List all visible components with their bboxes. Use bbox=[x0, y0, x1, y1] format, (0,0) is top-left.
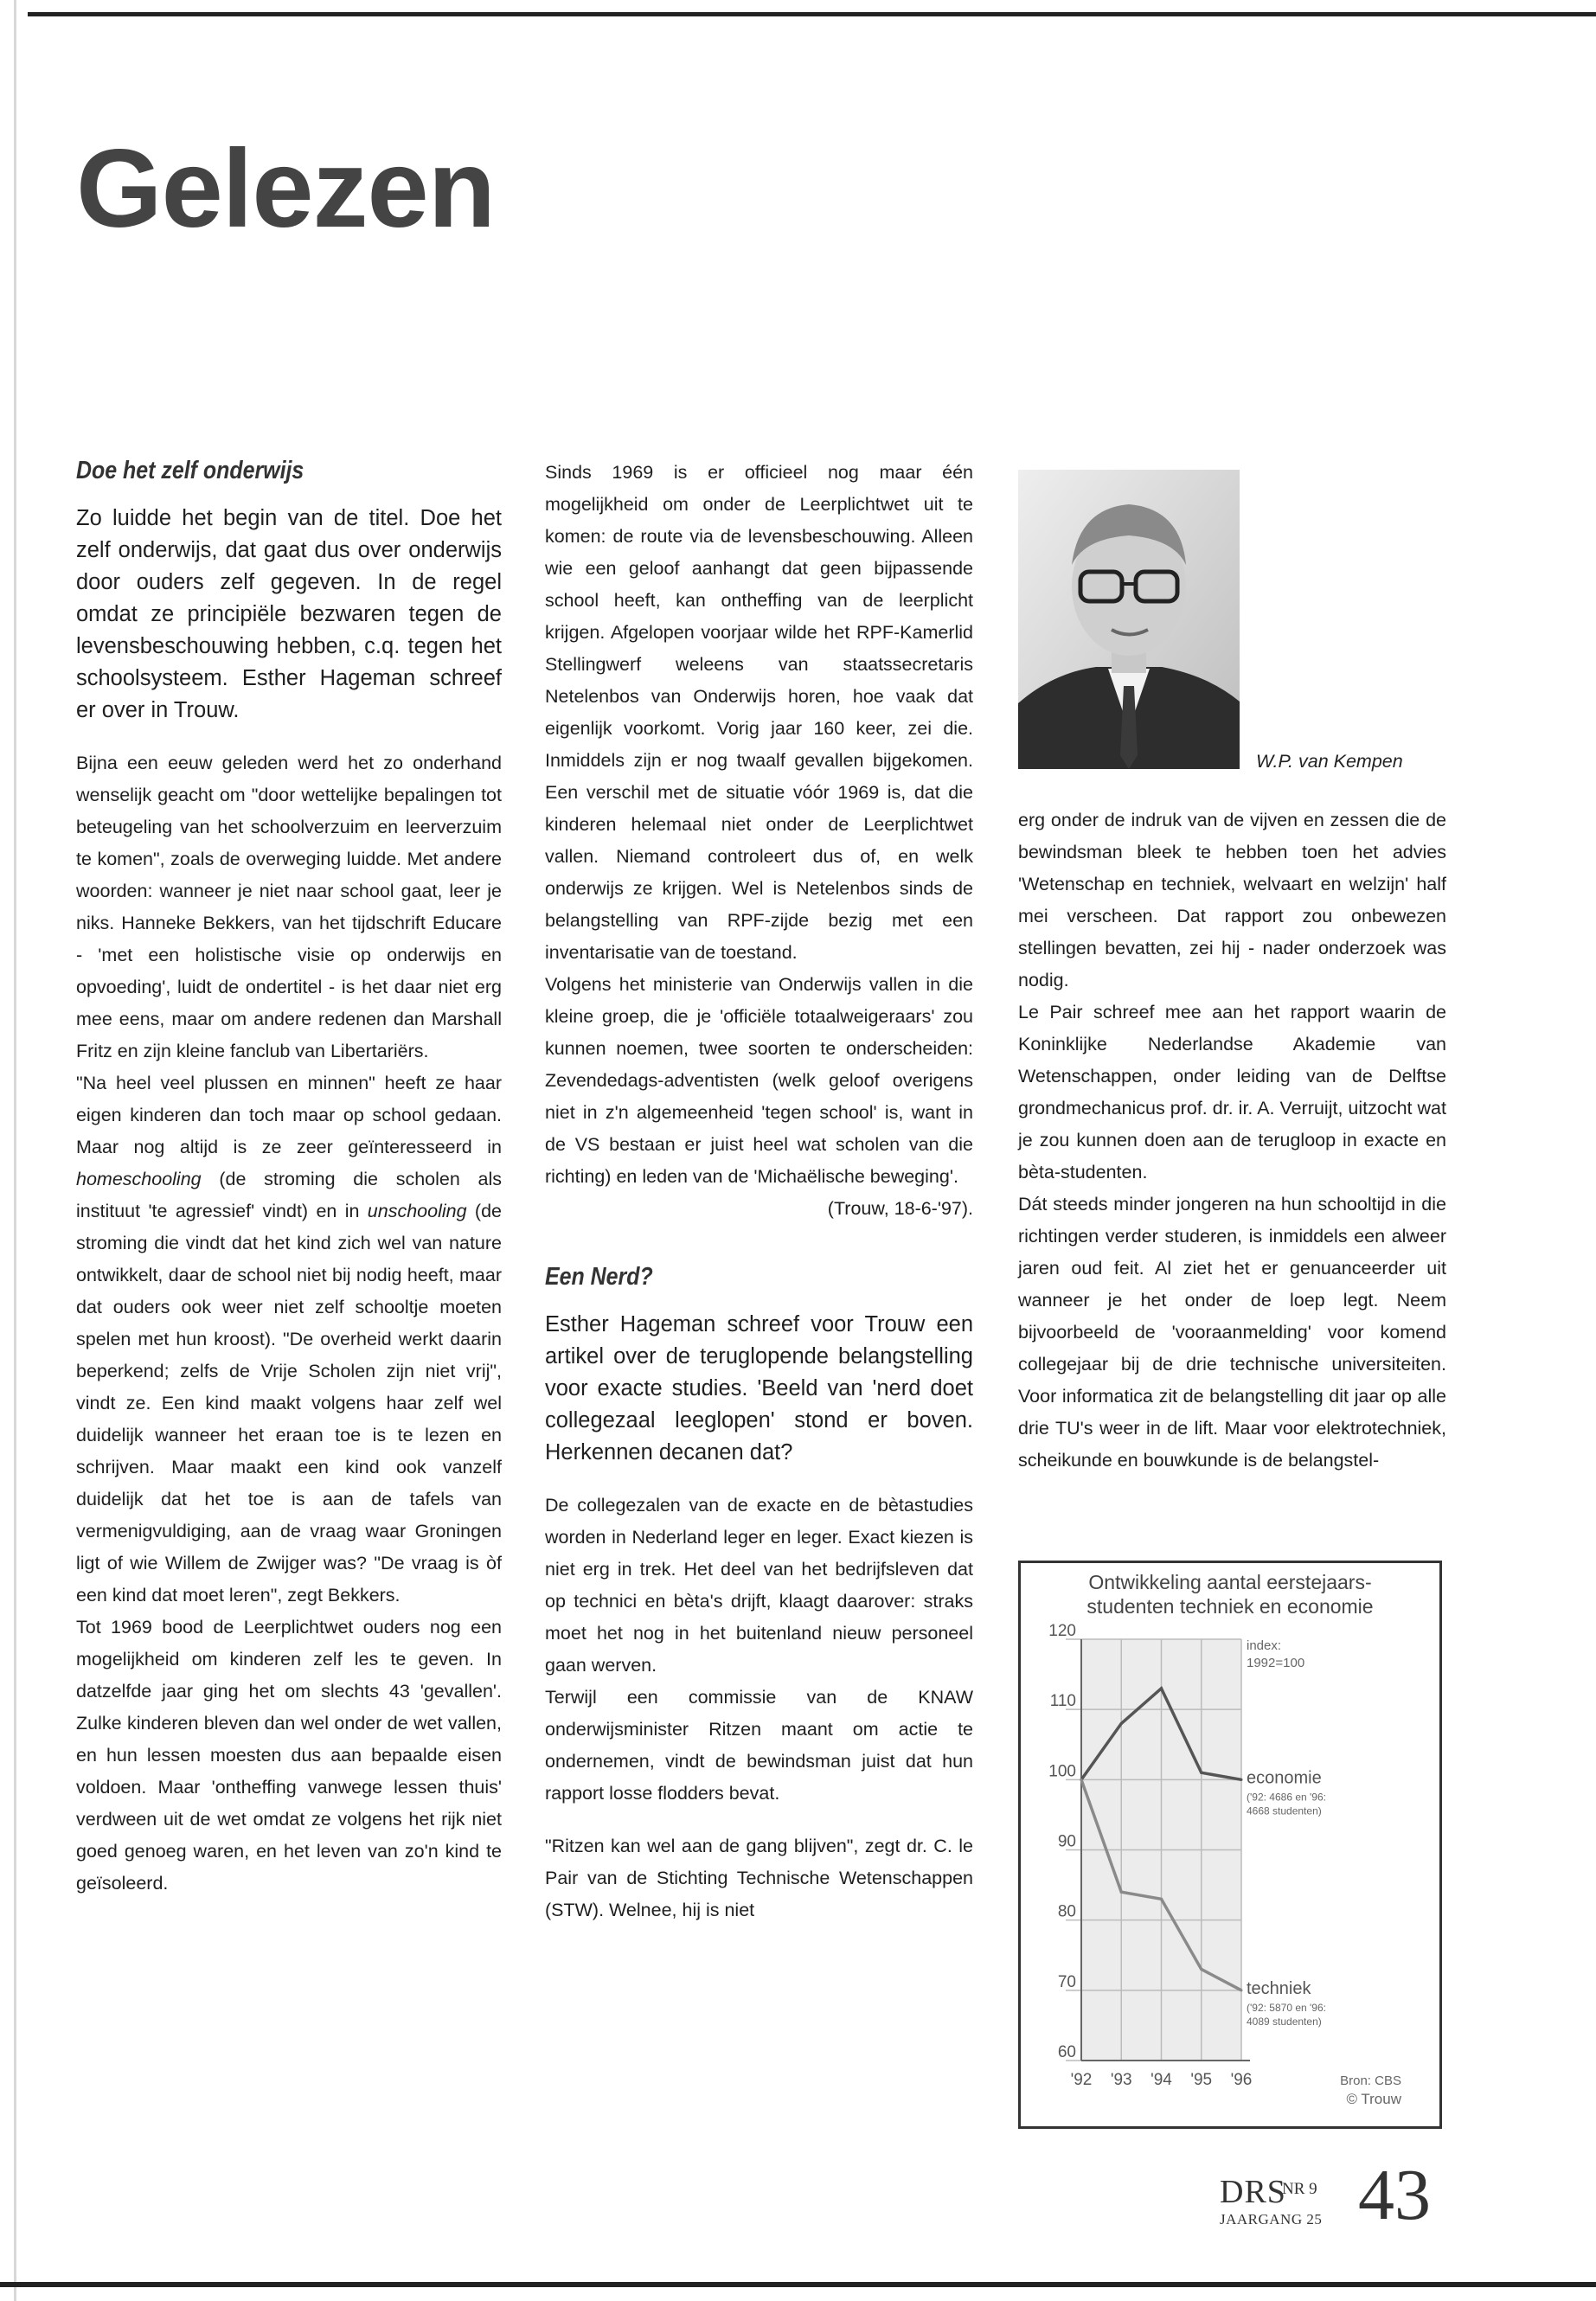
article2-paragraph: De collegezalen van de exacte en de bètastudies worden in Nederland leger en leger. Exact kiezen is niet erg in trek. Het deel van het bedrijfsleven dat op technici en bèta's drijft, klaagt daarover: straks moet het nog in het buitenland nieuw personeel gaan werven. bbox=[545, 1495, 973, 1676]
section-heading-een-nerd: Een Nerd? bbox=[545, 1263, 653, 1291]
section-heading-doe-het-zelf: Doe het zelf onderwijs bbox=[76, 457, 304, 484]
data-point-techniek bbox=[1120, 1891, 1123, 1894]
page-title: Gelezen bbox=[76, 127, 495, 251]
magazine-logo: DRS bbox=[1220, 2174, 1286, 2210]
article2-lead: Esther Hageman schreef voor Trouw een artikel over de teruglopende belangstelling voor exacte studies. 'Beeld van 'nerd doet collegezaal leeglopen' stond er boven. Herkennen decanen dat? bbox=[545, 1312, 973, 1465]
data-point-techniek bbox=[1240, 1989, 1243, 1991]
chart-source: Bron: CBS bbox=[1340, 2073, 1401, 2088]
page-number: 43 bbox=[1358, 2155, 1431, 2235]
column-2 bbox=[545, 457, 973, 1926]
legend-techniek-note: 4089 studenten) bbox=[1247, 2015, 1322, 2028]
x-tick-label: '96 bbox=[1230, 2071, 1253, 2089]
y-tick-label: 60 bbox=[1057, 2043, 1076, 2061]
article1-paragraph: Volgens het ministerie van Onderwijs vallen in die kleine groep, die je 'officiële totaalweigeraars' zou kunnen noemen, twee soorten te onderscheiden: Zevendedags-adventisten (welk geloof overigens niet in z'n algemeenheid 'tegen school' is, want in de VS bestaan er juist heel wat scholen van die richting) en leden van de 'Michaëlische beweging'. bbox=[545, 974, 973, 1187]
article2-paragraph: Dát steeds minder jongeren na hun schooltijd in die richtingen verder studeren, is inmiddels een alweer jaren oud feit. Al ziet het er genuanceerder uit wanneer je het onder de loep legt. Neem bijvoorbeeld de 'vooraanmelding' voor komend collegejaar bij de drie technische universiteiten. Voor informatica zit de belangstelling dit jaar op alle drie TU's weer in de lift. Maar voor elektrotechniek, scheikunde en bouwkunde is de belangstel- bbox=[1018, 1194, 1446, 1471]
data-point-economie bbox=[1120, 1722, 1123, 1725]
index-note: 1992=100 bbox=[1247, 1656, 1305, 1670]
legend-techniek-note: ('92: 5870 en '96: bbox=[1247, 2001, 1326, 2014]
scan-edge bbox=[14, 0, 16, 2301]
y-tick-label: 100 bbox=[1048, 1762, 1076, 1781]
data-point-techniek bbox=[1080, 1779, 1083, 1781]
article1-paragraph: Tot 1969 bood de Leerplichtwet ouders nog een mogelijkheid om kinderen zelf les te geven. In datzelfde jaar ging het om slechts 43 'gevallen'. Zulke kinderen bleven dan wel onder de wet vallen, en hun lessen moesten dus aan bepaalde eisen voldoen. Maar 'ontheffing vanwege lessen thuis' verdween uit de wet omdat ze volgens het rijk niet goed genoeg waren, en het leven van zo'n kind te geïsoleerd. bbox=[76, 1617, 502, 1894]
emphasis-homeschooling: homeschooling bbox=[76, 1169, 202, 1189]
emphasis-unschooling: unschooling bbox=[367, 1201, 467, 1221]
article2-paragraph: Le Pair schreef mee aan het rapport waarin de Koninklijke Nederlandse Akademie van Wetenschappen, onder leiding van de Delftse grondmechanicus prof. dr. ir. A. Verruijt, uitzocht wat je zou kunnen doen aan de terugloop in exacte en bèta-studenten. bbox=[1018, 1002, 1446, 1183]
issue-number: NR 9 bbox=[1282, 2180, 1317, 2198]
chart-title: Ontwikkeling aantal eerstejaars- bbox=[1088, 1571, 1372, 1593]
article2-paragraph: Terwijl een commissie van de KNAW onderwijsminister Ritzen maant om actie te ondernemen, vindt de bewindsman juist dat hun rapport losse flodders bevat. bbox=[545, 1687, 973, 1804]
article1-paragraph: Bijna een eeuw geleden werd het zo onderhand wenselijk geacht om "door wettelijke bepalingen tot beteugeling van het schoolverzuim en leerverzuim te komen", zoals de overweging luidde. Met andere woorden: wanneer je niet naar school gaat, leer je niks. Hanneke Bekkers, van het tijdschrift Educare - 'met een holistische visie op onderwijs en opvoeding', luidt de ondertitel - is het daar niet erg mee eens, maar om andere redenen dan Marshall Fritz en zijn kleine fanclub van Libertariërs. bbox=[76, 753, 502, 1061]
y-tick-label: 90 bbox=[1057, 1832, 1076, 1851]
index-note: index: bbox=[1247, 1638, 1282, 1653]
article1-paragraph: "Na heel veel plussen en minnen" heeft ze haar eigen kinderen dan toch maar op school gedaan. Maar nog altijd is ze zeer geïnteresseerd in homeschooling (de stroming die scholen als instituut 'te agressief' vindt) en in unschooling (de stroming die vindt dat het kind zich wel van nature ontwikkelt, daar de school niet bij nodig heeft, maar dat ouders ook weer niet zelf schooltje moeten spelen met hun kroost). "De overheid werkt daarin beperkend; zelfs de Vrije Scholen zijn niet vrij", vindt ze. Een kind maakt volgens haar zelf wel duidelijk wanneer het eraan toe is te lezen en schrijven. Maar maakt een kind ook vanzelf duidelijk dat het toe is aan de tafels van vermenigvuldiging, aan de vraag waar Groningen ligt of wie Willem de Zwijger was? "De vraag is òf een kind dat moet leren", zegt Bekkers. bbox=[76, 1073, 502, 1606]
top-rule bbox=[28, 12, 1596, 16]
photo-caption: W.P. van Kempen bbox=[1256, 751, 1403, 772]
legend-economie: economie bbox=[1247, 1768, 1322, 1788]
x-tick-label: '93 bbox=[1110, 2071, 1132, 2089]
portrait-photo bbox=[1018, 470, 1240, 769]
data-point-economie bbox=[1200, 1772, 1202, 1774]
column-3 bbox=[1018, 804, 1446, 1477]
data-point-economie bbox=[1240, 1779, 1243, 1781]
data-point-economie bbox=[1160, 1687, 1163, 1689]
chart-title: studenten techniek en economie bbox=[1086, 1595, 1374, 1618]
article2-paragraph: "Ritzen kan wel aan de gang blijven", zegt dr. C. le Pair van de Stichting Technische Wetenschappen (STW). Welnee, hij is niet bbox=[545, 1836, 973, 1920]
y-tick-label: 80 bbox=[1057, 1902, 1076, 1921]
x-tick-label: '95 bbox=[1190, 2071, 1213, 2089]
y-tick-label: 110 bbox=[1049, 1692, 1076, 1711]
column-1 bbox=[76, 457, 502, 1900]
volume-label: JAARGANG 25 bbox=[1220, 2211, 1323, 2227]
legend-economie-note: 4668 studenten) bbox=[1247, 1804, 1322, 1817]
legend-techniek: techniek bbox=[1247, 1978, 1311, 1998]
x-tick-label: '94 bbox=[1151, 2071, 1172, 2089]
y-tick-label: 70 bbox=[1057, 1972, 1076, 1991]
article1-source: (Trouw, 18-6-'97). bbox=[827, 1198, 973, 1219]
chart-credit: © Trouw bbox=[1346, 2091, 1401, 2107]
y-tick-label: 120 bbox=[1048, 1622, 1076, 1640]
data-point-techniek bbox=[1160, 1898, 1163, 1900]
portrait-illustration bbox=[1018, 470, 1240, 769]
chart-box bbox=[1018, 1561, 1442, 2129]
legend-economie-note: ('92: 4686 en '96: bbox=[1247, 1791, 1326, 1804]
data-point-techniek bbox=[1200, 1968, 1202, 1971]
article1-paragraph: Sinds 1969 is er officieel nog maar één mogelijkheid om onder de Leerplichtwet uit te komen: de route via de levensbeschouwing. Alleen wie een geloof aanhangt dat geen bijpassende school heeft, kan ontheffing van de leerplicht krijgen. Afgelopen voorjaar wilde het RPF-Kamerlid Stellingwerf weleens van staatssecretaris Netelenbos van Onderwijs horen, hoe vaak dat eigenlijk voorkomt. Vorig jaar 160 keer, zei die. Inmiddels zijn er nog twaalf gevallen bijgekomen. Een verschil met de situatie vóór 1969 is, dat die kinderen helemaal niet onder de Leerplichtwet vallen. Niemand controleert dus of, en welk onderwijs ze krijgen. Wel is Netelenbos sinds de belangstelling van RPF-zijde bezig met een inventarisatie van de toestand. bbox=[545, 462, 973, 963]
article1-lead: Zo luidde het begin van de titel. Doe het zelf onderwijs, dat gaat dus over onderwijs door ouders zelf gegeven. In de regel omdat ze principiële bezwaren tegen de levensbeschouwing hebben, c.q. tegen het schoolsysteem. Esther Hageman schreef er over in Trouw. bbox=[76, 506, 502, 722]
bottom-rule bbox=[0, 2282, 1596, 2287]
line-chart bbox=[1021, 1563, 1439, 2126]
x-tick-label: '92 bbox=[1070, 2071, 1093, 2089]
article2-paragraph: erg onder de indruk van de vijven en zessen die de bewindsman bleek te hebben toen het advies 'Wetenschap en techniek, welvaart en welzijn' half mei verscheen. Dat rapport zou onbewezen stellingen bevatten, zei hij - nader onderzoek was nodig. bbox=[1018, 810, 1446, 990]
